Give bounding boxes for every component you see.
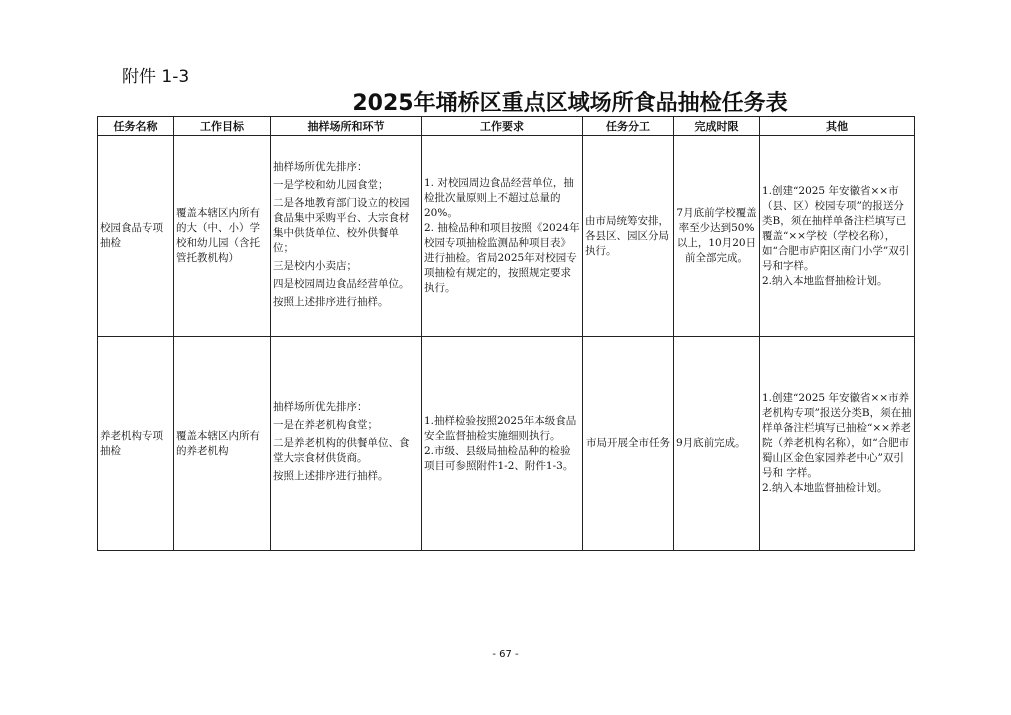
deadline-cell: 7月底前学校覆盖率至少达到50%以上，10月20日前全部完成。 (674, 136, 760, 337)
place-line: 二是各地教育部门设立的校园食品集中采购平台、大宗食材集中供货单位、校外供餐单位； (273, 196, 410, 254)
header-work-requirements: 工作要求 (422, 117, 583, 136)
deadline-cell: 9月底前完成。 (674, 337, 760, 551)
task-name-cell: 养老机构专项抽检 (98, 337, 174, 551)
task-table (97, 116, 915, 551)
requirement-item: 1.抽样检验按照2025年本级食品安全监督抽检实施细则执行。 (424, 414, 577, 442)
header-other: 其他 (760, 117, 915, 136)
requirement-item: 2.市级、县级局抽检品种的检验项目可参照附件1-2、附件1-3。 (424, 444, 574, 472)
requirement-item: 1. 对校园周边食品经营单位，抽检批次量原则上不超过总量的20%。 (424, 177, 574, 219)
attachment-label: 附件 1-3 (122, 67, 190, 87)
document-title: 2025年埇桥区重点区域场所食品抽检任务表 (352, 91, 788, 116)
other-cell (760, 337, 915, 551)
requirements-cell (422, 136, 583, 337)
division-cell: 市局开展全市任务 (583, 337, 674, 551)
header-work-goal: 工作目标 (174, 117, 271, 136)
other-note: 2.纳入本地监督抽检计划。 (762, 274, 888, 287)
place-line: 二是养老机构的供餐单位、食堂大宗食材供货商。 (273, 437, 410, 464)
header-row (98, 117, 915, 136)
header-division: 任务分工 (583, 117, 674, 136)
work-goal-cell: 覆盖本辖区内所有的养老机构 (174, 337, 271, 551)
place-line: 四是校园周边食品经营单位。 (273, 277, 410, 290)
place-line: 一是学校和幼儿园食堂； (273, 178, 389, 191)
header-sampling-places: 抽样场所和环节 (271, 117, 422, 136)
place-line: 三是校内小卖店； (273, 259, 357, 272)
table-row (98, 136, 915, 337)
header-deadline: 完成时限 (674, 117, 760, 136)
place-line: 抽样场所优先排序： (273, 401, 368, 413)
sampling-places-cell (271, 337, 422, 551)
place-line: 一是在养老机构食堂； (273, 419, 378, 431)
task-name-cell: 校园食品专项抽检 (98, 136, 174, 337)
requirement-item: 2. 抽检品种和项目按照《2024年校园专项抽检监测品种项目表》进行抽检。省局2025年对校园专项抽检有规定的，按照规定要求执行。 (424, 222, 580, 294)
place-line: 抽样场所优先排序： (273, 160, 368, 173)
header-task-name: 任务名称 (98, 117, 174, 136)
page-number: - 67 - (492, 649, 519, 660)
other-note: 1.创建“2025 年安徽省××市（县、区）校园专项”的报送分类B，须在抽样单备注栏填写已覆盖“××学校（学校名称），如“合肥市庐阳区南门小学”双引号和字样。 (762, 184, 910, 272)
other-cell (760, 136, 915, 337)
table-row (98, 337, 915, 551)
place-line: 按照上述排序进行抽样。 (273, 470, 389, 482)
requirements-cell (422, 337, 583, 551)
division-cell: 由市局统筹安排，各县区、园区分局执行。 (583, 136, 674, 337)
other-note: 2.纳入本地监督抽检计划。 (762, 482, 888, 494)
sampling-places-cell (271, 136, 422, 337)
work-goal-cell: 覆盖本辖区内所有的大（中、小）学 校和幼儿园（含托管托教机构） (174, 136, 271, 337)
other-note: 1.创建“2025 年安徽省××市养老机构专项”报送分类B，须在抽样单备注栏填写已抽检“××养老院（养老机构名称），如“合肥市蜀山区金色家园养老中心”双引号和 字样。 (762, 392, 912, 479)
place-line: 按照上述排序进行抽样。 (273, 295, 389, 308)
